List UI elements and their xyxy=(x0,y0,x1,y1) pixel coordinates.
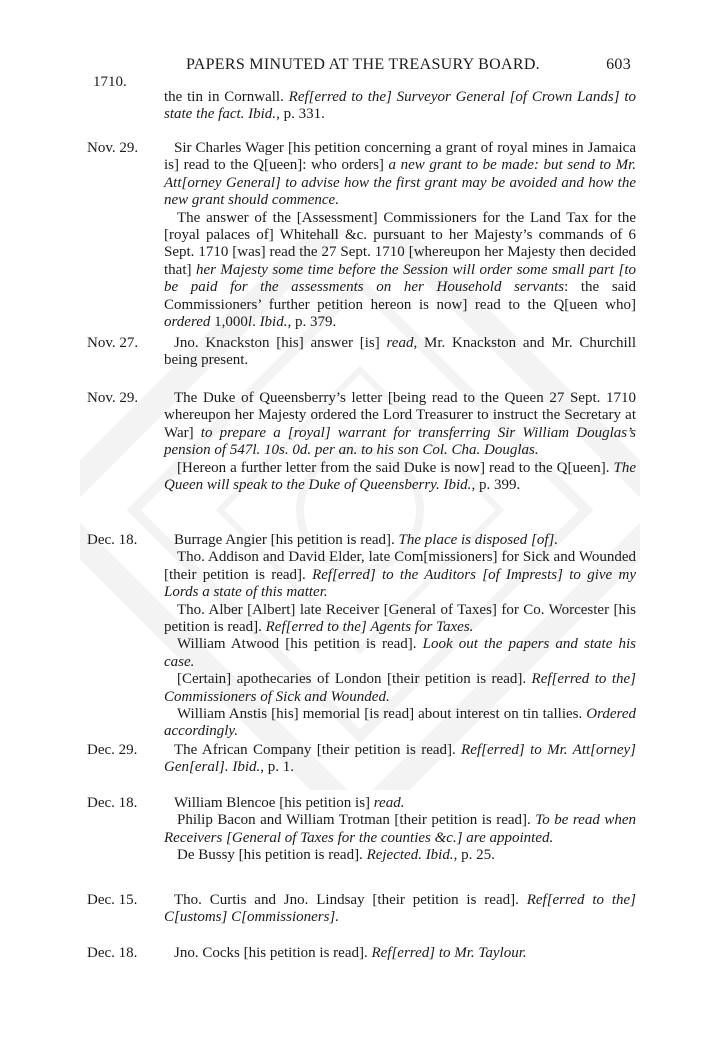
entry-date: Dec. 18. xyxy=(87,795,138,811)
entry-body xyxy=(164,532,636,741)
entry-paragraph: Tho. Curtis and Jno. Lindsay [their petition is read]. Ref[erred to the] C[ustoms] C[ommissioners]. xyxy=(164,892,636,926)
entry-date: Nov. 29. xyxy=(87,140,139,156)
page-title: PAPERS MINUTED AT THE TREASURY BOARD. xyxy=(186,56,540,73)
entry-paragraph: William Anstis [his] memorial [is read] about interest on tin tallies. Ordered accordingly. xyxy=(164,706,636,740)
entry-body xyxy=(164,140,636,331)
entry-paragraph: Sir Charles Wager [his petition concerning a grant of royal mines in Jamaica is] read to the Q[ueen]: who orders] a new grant to be made: but send to Mr. Att[orney General] to advise how the first grant may be avoided and how the new grant should commence. xyxy=(164,140,636,209)
entry-paragraph: Philip Bacon and William Trotman [their petition is read]. To be read when Receivers [General of Taxes for the counties &c.] are appointed. xyxy=(164,812,636,846)
entry-paragraph: Jno. Cocks [his petition is read]. Ref[erred] to Mr. Taylour. xyxy=(174,945,527,961)
entry-paragraph: Jno. Knackston [his] answer [is] read, Mr. Knackston and Mr. Churchill being present. xyxy=(164,335,636,369)
page-number: 603 xyxy=(606,56,631,73)
entry-body xyxy=(164,390,636,494)
entry-paragraph: The answer of the [Assessment] Commissioners for the Land Tax for the [royal palaces of] Whitehall &c. pursuant to her Majesty’s commands of 6 Sept. 1710 [was] read the 27 Sept. 1710 [whereupon her Majesty then decided that] her Majesty some time before the Session will order some small part [to be paid for the assessments on her Household servants: the said Commissioners’ further petition hereon is now] read to the Q[ueen who] ordered 1,000l. Ibid., p. 379. xyxy=(164,209,636,331)
entry-paragraph: [Hereon a further letter from the said Duke is now] read to the Q[ueen]. The Queen will speak to the Duke of Queensberry. Ibid., p. 399. xyxy=(164,459,636,494)
entry-date: Nov. 29. xyxy=(87,390,139,406)
entry-body xyxy=(164,945,636,962)
entry-paragraph: Tho. Alber [Albert] late Receiver [General of Taxes] for Co. Worcester [his petition is read]. Ref[erred to the] Agents for Taxes. xyxy=(164,601,636,636)
entry-paragraph: The Duke of Queensberry’s letter [being read to the Queen 27 Sept. 1710 whereupon her Majesty ordered the Lord Treasurer to instruct the Secretary at War] to prepare a [royal] warrant for transferring Sir William Douglas’s pension of 547l. 10s. 0d. per an. to his son Col. Cha. Douglas. xyxy=(164,390,636,459)
entry-date: Dec. 18. xyxy=(87,945,138,961)
entry-body xyxy=(164,89,636,124)
entry-date: Dec. 29. xyxy=(87,742,138,758)
entry-paragraph: The African Company [their petition is read]. Ref[erred] to Mr. Att[orney] Gen[eral]. Ibid., p. 1. xyxy=(164,742,636,776)
entry-body xyxy=(164,742,636,777)
entry-date: Dec. 15. xyxy=(87,892,138,908)
entry-paragraph: De Bussy [his petition is read]. Rejected. Ibid., p. 25. xyxy=(177,847,495,864)
entry-body xyxy=(164,892,636,927)
entry-paragraph: Tho. Addison and David Elder, late Com[missioners] for Sick and Wounded [their petition is read]. Ref[erred] to the Auditors [of Imprests] to give my Lords a state of this matter. xyxy=(164,549,636,601)
entry-body xyxy=(164,335,636,370)
entry-paragraph: Burrage Angier [his petition is read]. The place is disposed [of]. xyxy=(174,532,559,548)
entry-body xyxy=(164,795,636,865)
entry-date: Nov. 27. xyxy=(87,335,139,351)
year-label: 1710. xyxy=(93,74,127,90)
entry-paragraph: William Atwood [his petition is read]. Look out the papers and state his case. xyxy=(164,636,636,670)
entry-date: Dec. 18. xyxy=(87,532,138,548)
entry-paragraph: [Certain] apothecaries of London [their petition is read]. Ref[erred to the] Commissioners of Sick and Wounded. xyxy=(164,671,636,705)
entry-paragraph: the tin in Cornwall. Ref[erred to the] Surveyor General [of Crown Lands] to state the fact. Ibid., p. 331. xyxy=(164,89,637,123)
entry-paragraph: William Blencoe [his petition is] read. xyxy=(174,795,405,811)
